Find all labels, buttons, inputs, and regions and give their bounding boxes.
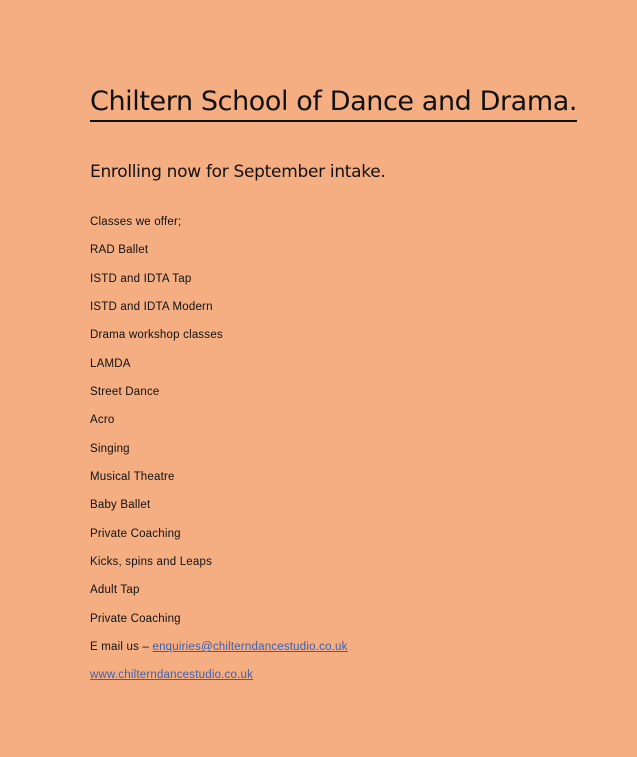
class-item: Private Coaching: [90, 527, 181, 540]
email-prefix: E mail us –: [90, 641, 153, 653]
class-item: Singing: [90, 442, 130, 455]
class-item: ISTD and IDTA Modern: [90, 301, 213, 314]
class-item: Private Coaching: [90, 612, 181, 625]
class-item: Kicks, spins and Leaps: [90, 556, 213, 569]
class-item: Baby Ballet: [90, 499, 151, 512]
class-item: Adult Tap: [90, 584, 140, 597]
website-line: [90, 665, 253, 685]
email-link[interactable]: enquiries@chilterndancestudio.co.uk: [152, 641, 348, 653]
website-link[interactable]: www.chilterndancestudio.co.uk: [90, 669, 254, 681]
class-list: [90, 212, 223, 637]
enrolment-subtitle: Enrolling now for September intake.: [90, 162, 386, 182]
class-item: Musical Theatre: [90, 471, 175, 484]
class-item: Drama workshop classes: [90, 329, 223, 342]
classes-intro: Classes we offer;: [90, 216, 182, 228]
class-item: Street Dance: [90, 386, 160, 399]
class-item: RAD Ballet: [90, 244, 149, 257]
page-title: Chiltern School of Dance and Drama.: [90, 84, 577, 122]
email-line: [90, 637, 348, 657]
class-item: ISTD and IDTA Tap: [90, 272, 192, 285]
class-item: LAMDA: [90, 357, 131, 370]
class-item: Acro: [90, 414, 115, 427]
